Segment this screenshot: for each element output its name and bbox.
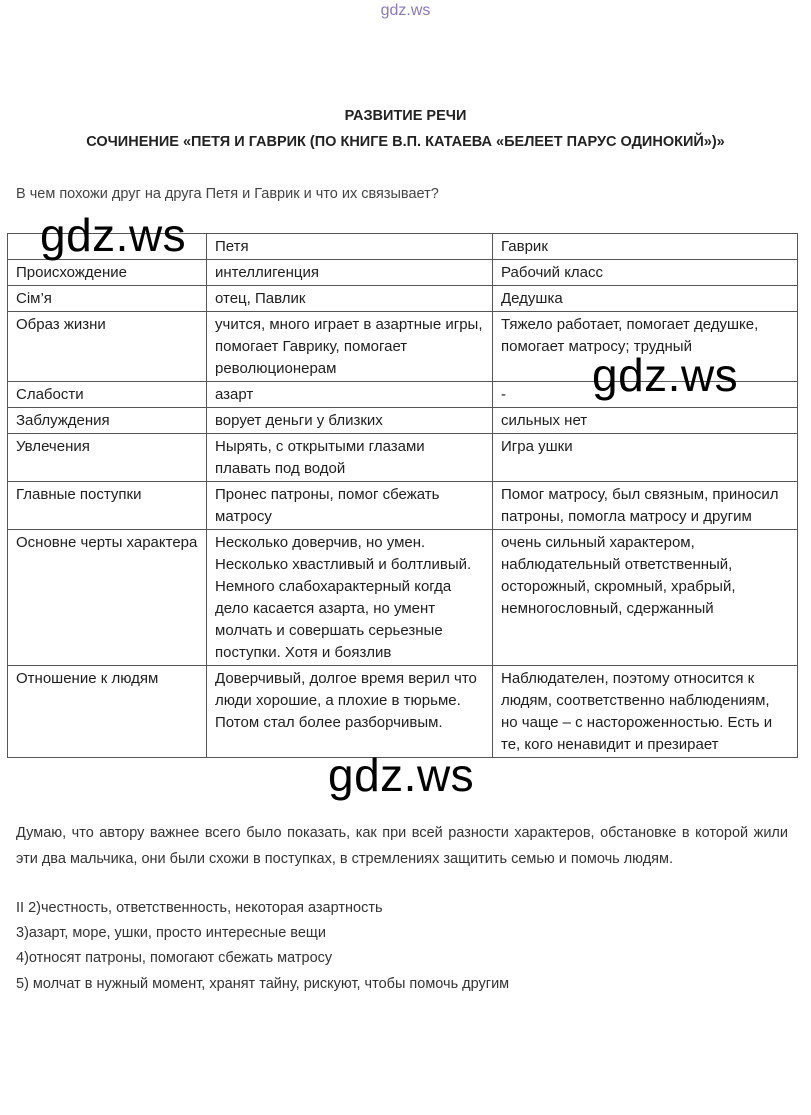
table-cell: отец, Павлик <box>207 286 493 312</box>
table-row <box>8 666 798 758</box>
table-cell: Происхождение <box>8 260 207 286</box>
table-cell: Тяжело работает, помогает дедушке, помогает матросу; трудный <box>493 312 798 382</box>
watermark-logo: gdz.ws <box>40 209 187 261</box>
table-row <box>8 434 798 482</box>
table-row <box>8 530 798 666</box>
table-cell: азарт <box>207 382 493 408</box>
table-cell: Доверчивый, долгое время верил что люди хорошие, а плохие в тюрьме. Потом стал более разборчивым. <box>207 666 493 758</box>
table-cell: Образ жизни <box>8 312 207 382</box>
table-cell: Игра ушки <box>493 434 798 482</box>
table-cell: интеллигенция <box>207 260 493 286</box>
table-cell: Основне черты характера <box>8 530 207 666</box>
answer-item: 3)азарт, море, ушки, просто интересные вещи <box>16 925 326 941</box>
answer-item: 4)относят патроны, помогают сбежать матросу <box>16 950 333 966</box>
table-row <box>8 408 798 434</box>
table-row <box>8 482 798 530</box>
table-header-cell: Гаврик <box>493 234 798 260</box>
table-cell: Заблуждения <box>8 408 207 434</box>
table-row <box>8 286 798 312</box>
table-cell: Пронес патроны, помог сбежать матросу <box>207 482 493 530</box>
section-title: РАЗВИТИЕ РЕЧИ <box>344 108 467 124</box>
table-cell: Помог матросу, был связным, приносил патроны, помогла матросу и другим <box>493 482 798 530</box>
question-text: В чем похожи друг на друга Петя и Гаврик и что их связывает? <box>16 186 439 202</box>
table-cell: очень сильный характером, наблюдательный ответственный, осторожный, скромный, храбрый, немногословный, сдержанный <box>493 530 798 666</box>
table-cell: Отношение к людям <box>8 666 207 758</box>
watermark-logo: gdz.ws <box>592 349 739 401</box>
table-cell: Нырять, с открытыми глазами плавать под водой <box>207 434 493 482</box>
table-row <box>8 260 798 286</box>
table-cell: учится, много играет в азартные игры, помогает Гаврику, помогает революционерам <box>207 312 493 382</box>
table-header-cell: Петя <box>207 234 493 260</box>
essay-title: СОЧИНЕНИЕ «ПЕТЯ И ГАВРИК (ПО КНИГЕ В.П. КАТАЕВА «БЕЛЕЕТ ПАРУС ОДИНОКИЙ»)» <box>86 134 725 150</box>
table-cell: Рабочий класс <box>493 260 798 286</box>
conclusion-paragraph: Думаю, что автору важнее всего было показать, как при всей разности характеров, обстановке в которой жили эти два мальчика, они были схожи в поступках, в стремлениях защитить семью и помочь людям. <box>16 825 788 867</box>
comparison-table <box>7 233 798 758</box>
answer-item: II 2)честность, ответственность, некоторая азартность <box>16 900 383 916</box>
watermark-logo: gdz.ws <box>328 749 475 801</box>
table-cell: ворует деньги у близких <box>207 408 493 434</box>
table-cell: Дедушка <box>493 286 798 312</box>
table-cell: Слабости <box>8 382 207 408</box>
answer-item: 5) молчат в нужный момент, хранят тайну, рискуют, чтобы помочь другим <box>16 976 510 992</box>
watermark-top: gdz.ws <box>380 2 431 19</box>
table-cell: Наблюдателен, поэтому относится к людям, соответственно наблюдениям, но чаще – с настороженностью. Есть и те, кого ненавидит и презирает <box>493 666 798 758</box>
table-cell: - <box>493 382 798 408</box>
table-cell: Главные поступки <box>8 482 207 530</box>
table-cell: Увлечения <box>8 434 207 482</box>
table-cell: Сім’я <box>8 286 207 312</box>
table-cell: Несколько доверчив, но умен. Несколько хвастливый и болтливый. Немного слабохарактерный когда дело касается азарта, но умент молчать и совершать серьезные поступки. Хотя и боязлив <box>207 530 493 666</box>
table-cell: сильных нет <box>493 408 798 434</box>
